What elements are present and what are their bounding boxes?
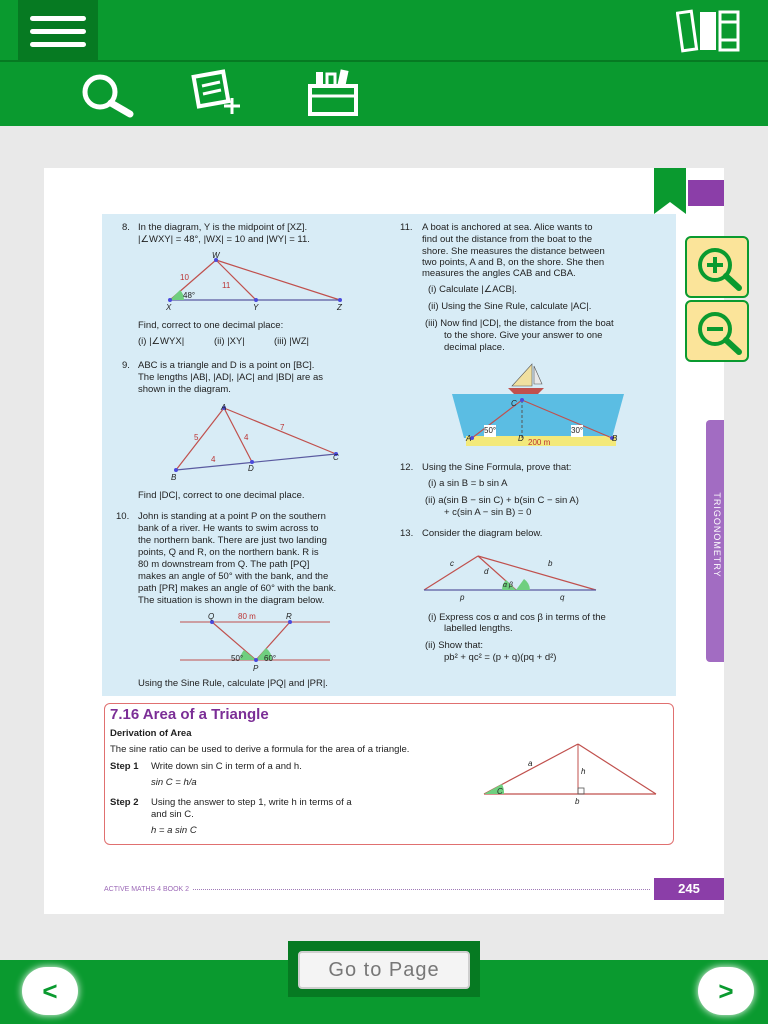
q11-part-iii: (iii) Now find |CD|, the distance from the boat (425, 318, 614, 329)
q8-number: 8. (122, 222, 130, 233)
q10-line2: bank of a river. He wants to swim across to (138, 523, 319, 534)
section-title: 7.16 Area of a Triangle (110, 706, 269, 723)
goto-page-button[interactable]: Go to Page (298, 951, 470, 989)
q13-label-b: b (548, 559, 553, 568)
chevron-left-icon: < (42, 975, 58, 1006)
q10-ask: Using the Sine Rule, calculate |PQ| and |PR|. (138, 678, 328, 689)
toolbox-icon[interactable] (304, 68, 362, 118)
q11-line4: two points, A and B, on the shore. She then (422, 257, 605, 268)
q10-label-r: R (286, 612, 292, 621)
q10-line3: the northern bank. There are just two landing (138, 535, 327, 546)
q9-label-bd: 4 (211, 455, 216, 464)
q9-line1: ABC is a triangle and D is a point on [BC]. (138, 360, 315, 371)
section-side-tab (706, 420, 724, 662)
q8-part-i: (i) |∠WYX| (138, 336, 185, 347)
q11-label-d: D (518, 434, 524, 443)
prev-page-button[interactable] (22, 967, 78, 1015)
q9-label-a: A (221, 403, 227, 412)
q13-part-ii: (ii) Show that: (425, 640, 484, 651)
toolbar-divider (0, 60, 768, 62)
q9-number: 9. (122, 360, 130, 371)
q13-label-angles: α β (503, 582, 513, 589)
area-diagram (478, 740, 662, 802)
q11-part-iii-2: to the shore. Give your answer to one (444, 330, 603, 341)
menu-button[interactable] (18, 0, 98, 62)
q8-part-ii: (ii) |XY| (214, 336, 245, 347)
q11-label-a2: 30° (571, 426, 584, 435)
q12-line: Using the Sine Formula, prove that: (422, 462, 572, 473)
q8-label-x: X (166, 303, 172, 312)
library-icon[interactable] (676, 8, 744, 54)
q11-line2: find out the distance from the boat to the (422, 234, 593, 245)
zoom-out-button[interactable] (685, 300, 749, 362)
book-title: ACTIVE MATHS 4 BOOK 2 (104, 886, 193, 893)
chevron-right-icon: > (718, 975, 734, 1006)
q10-number: 10. (116, 511, 130, 522)
q10-line1: John is standing at a point P on the southern (138, 511, 326, 522)
q10-label-dist: 80 m (238, 612, 256, 621)
q11-part-i: (i) Calculate |∠ACB|. (428, 284, 517, 295)
area-label-h: h (581, 767, 586, 776)
q8-label-wy: 11 (222, 281, 231, 290)
area-intro: The sine ratio can be used to derive a formula for the area of a triangle. (110, 744, 410, 755)
q10-label-p: P (253, 664, 259, 673)
q9-label-b: B (171, 473, 177, 482)
q13-number: 13. (400, 528, 414, 539)
q13-part-i: (i) Express cos α and cos β in terms of the (428, 612, 606, 623)
q10-diagram (180, 612, 340, 668)
q9-label-ad: 4 (244, 433, 249, 442)
q9-label-c: C (333, 453, 339, 462)
q11-part-iii-3: decimal place. (444, 342, 505, 353)
area-label-b: b (575, 797, 580, 806)
q8-find: Find, correct to one decimal place: (138, 320, 284, 331)
q13-label-p: p (460, 593, 465, 602)
q13-label-q: q (560, 593, 565, 602)
q10-label-a2: 60° (264, 654, 277, 663)
search-icon[interactable] (76, 70, 138, 118)
area-subtitle: Derivation of Area (110, 728, 192, 739)
q8-label-angle: 48° (183, 291, 196, 300)
q8-diagram (160, 250, 360, 312)
zoom-in-button[interactable] (685, 236, 749, 298)
q11-line1: A boat is anchored at sea. Alice wants to (422, 222, 593, 233)
step2-label: Step 2 (110, 797, 139, 808)
zoom-in-icon (687, 238, 747, 296)
area-label-c: C (497, 787, 503, 796)
q13-label-c: c (450, 559, 454, 568)
q10-line7: path [PR] makes an angle of 60° with the bank. (138, 583, 337, 594)
zoom-out-icon (687, 302, 747, 360)
q9-line3: shown in the diagram. (138, 384, 231, 395)
q11-label-c: C (511, 399, 517, 408)
q10-line8: The situation is shown in the diagram below. (138, 595, 325, 606)
q11-label-b: B (612, 434, 618, 443)
q8-line1: In the diagram, Y is the midpoint of [XZ]. (138, 222, 308, 233)
q9-label-ac: 7 (280, 423, 285, 432)
q10-label-q: Q (208, 612, 215, 621)
q8-label-z: Z (337, 303, 342, 312)
q8-label-wx: 10 (180, 273, 189, 282)
step1-text: Write down sin C in term of a and h. (151, 761, 302, 772)
q12-number: 12. (400, 462, 414, 473)
q11-line3: shore. She measures the distance between (422, 246, 605, 257)
q11-label-a1: 50° (484, 426, 497, 435)
q10-line6: makes an angle of 50° with the bank, and the (138, 571, 329, 582)
step1-equation: sin C = h/a (151, 777, 197, 788)
q8-part-iii: (iii) |WZ| (274, 336, 310, 347)
q11-label-a: A (466, 434, 472, 443)
q8-line2: |∠WXY| = 48°, |WX| = 10 and |WY| = 11. (138, 234, 310, 245)
side-tab-label: TRIGONOMETRY (712, 492, 722, 578)
q11-number: 11. (400, 222, 413, 233)
bookmark-icon[interactable] (654, 168, 686, 214)
q13-line: Consider the diagram below. (422, 528, 543, 539)
chapter-tab (688, 180, 724, 206)
q8-label-w: W (212, 251, 220, 260)
q8-label-y: Y (253, 303, 259, 312)
q13-part-i-2: labelled lengths. (444, 623, 513, 634)
q11-part-ii: (ii) Using the Sine Rule, calculate |AC|. (428, 301, 592, 312)
q13-part-ii-eq: pb² + qc² = (p + q)(pq + d²) (444, 652, 557, 663)
q13-label-d: d (484, 567, 489, 576)
q10-label-a1: 50° (231, 654, 244, 663)
q9-find: Find |DC|, correct to one decimal place. (138, 490, 305, 501)
step2-equation: h = a sin C (151, 825, 197, 836)
step2-text-1: Using the answer to step 1, write h in terms of a (151, 797, 352, 808)
area-label-a: a (528, 759, 533, 768)
q9-label-ab: 5 (194, 433, 199, 442)
q9-label-d: D (248, 464, 254, 473)
q11-label-dist: 200 m (528, 438, 551, 447)
q10-line5: 80 m downstream from Q. The path [PQ] (138, 559, 310, 570)
add-note-icon[interactable] (190, 68, 252, 116)
next-page-button[interactable] (698, 967, 754, 1015)
step2-text-2: and sin C. (151, 809, 194, 820)
step1-label: Step 1 (110, 761, 139, 772)
hamburger-menu-icon (30, 16, 86, 21)
q12-part-ii-2: + c(sin A − sin B) = 0 (444, 507, 532, 518)
page-number: 245 (654, 878, 724, 900)
q9-line2: The lengths |AB|, |AD|, |AC| and |BD| are as (138, 372, 324, 383)
q11-line5: measures the angles CAB and CBA. (422, 268, 576, 279)
q12-part-i: (i) a sin B = b sin A (428, 478, 508, 489)
q12-part-ii: (ii) a(sin B − sin C) + b(sin C − sin A) (425, 495, 579, 506)
q10-line4: points, Q and R, on the northern bank. R is (138, 547, 319, 558)
